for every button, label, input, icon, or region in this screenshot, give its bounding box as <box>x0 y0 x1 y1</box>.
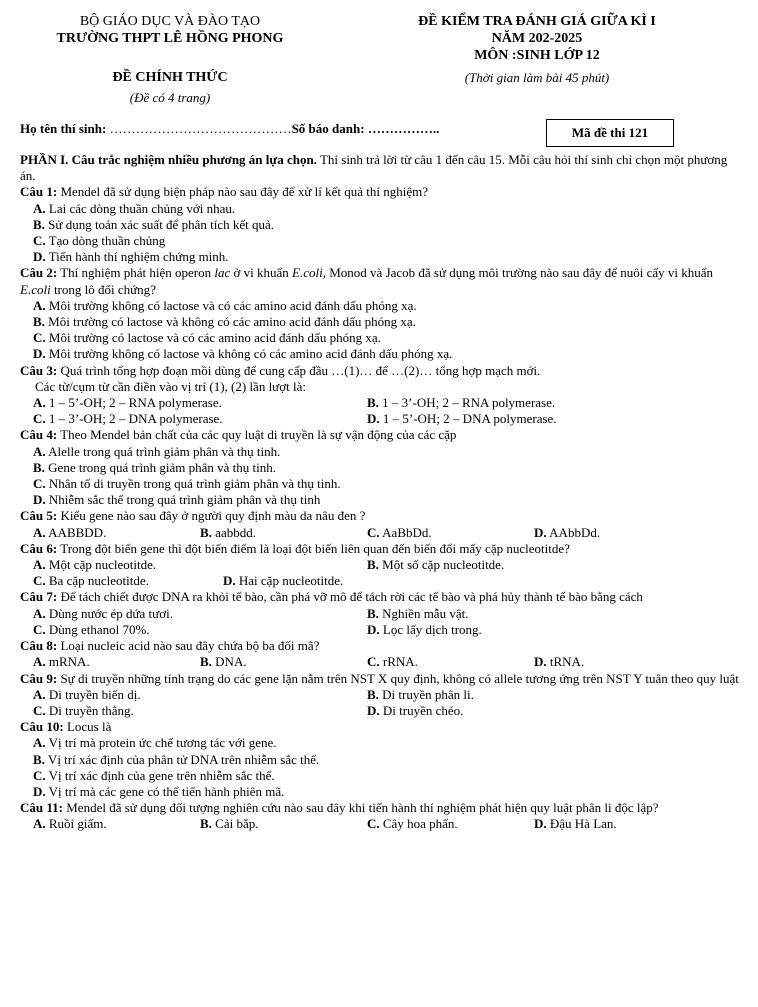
question-number: Câu 4: <box>20 427 58 443</box>
official-label: ĐỀ CHÍNH THỨC <box>112 70 228 85</box>
question-8: Câu 8: Loại nucleic acid nào sau đây chứa bộ ba đối mã? <box>20 638 320 654</box>
question-number: Câu 10: <box>20 719 64 735</box>
ministry-name: BỘ GIÁO DỤC VÀ ĐÀO TẠO <box>79 14 261 29</box>
question-number: Câu 1: <box>20 184 58 200</box>
question-2: Câu 2: Thí nghiệm phát hiện operon lac ở vi khuẩn E.coli, Monod và Jacob đã sử dụng môi trường nào sau đây để nuôi cấy vi khuẩn E.coli trong lô đối chứng? <box>20 265 714 297</box>
q4-option-a[interactable]: A. Alelle trong quá trình giảm phân và thụ tinh. <box>33 443 281 459</box>
question-number: Câu 2: <box>20 265 58 281</box>
part1-intro <box>20 152 740 184</box>
q9-option-a[interactable]: A. Di truyền biến dị. <box>33 686 141 702</box>
question-10: Câu 10: Locus là <box>20 719 112 735</box>
question-number: Câu 7: <box>20 589 58 605</box>
question-number: Câu 8: <box>20 638 58 654</box>
q5-options <box>20 525 740 541</box>
q4-option-d[interactable]: D. Nhiễm sắc thể trong quá trình giảm phân và thụ tinh <box>33 492 321 508</box>
q5-option-b[interactable]: B. aabbdd. <box>200 524 256 540</box>
q7-option-a[interactable]: A. Dùng nước ép dứa tươi. <box>33 605 173 621</box>
question-11: Câu 11: Mendel đã sử dụng đối tượng nghiên cứu nào sau đây khi tiến hành thí nghiệm phát hiện quy luật phân li độc lập? <box>20 800 659 816</box>
q2-option-d[interactable]: D. Môi trường không có lactose và không có các amino acid đánh dấu phóng xạ. <box>33 346 453 362</box>
q1-option-d[interactable]: D. Tiến hành thí nghiệm chứng minh. <box>33 249 229 265</box>
question-7: Câu 7: Để tách chiết được DNA ra khỏi tế bào, cần phá vỡ mô để tách rời các tế bào và phá hủy thành tế bào bằng cách <box>20 589 643 605</box>
q9-options-row-2 <box>20 703 740 719</box>
q8-option-b[interactable]: B. DNA. <box>200 654 247 670</box>
question-number: Câu 11: <box>20 800 63 816</box>
q6-option-c[interactable]: C. Ba cặp nucleotitde. <box>33 573 149 589</box>
q6-option-d[interactable]: D. Hai cặp nucleotitde. <box>223 573 344 589</box>
q11-option-a[interactable]: A. Ruồi giấm. <box>33 816 107 832</box>
q10-option-d[interactable]: D. Vị trí mà các gene có thể tiến hành phiên mã. <box>33 783 285 799</box>
q9-option-d[interactable]: D. Di truyền chéo. <box>367 702 464 718</box>
q7-option-c[interactable]: C. Dùng ethanol 70%. <box>33 621 150 637</box>
exam-title: ĐỀ KIỂM TRA ĐÁNH GIÁ GIỮA KÌ I <box>418 14 656 29</box>
q11-option-d[interactable]: D. Đậu Hà Lan. <box>534 816 617 832</box>
part1-instruction: Thí sinh trả lời từ câu 1 đến câu 15. Mỗi câu hỏi thí sinh chỉ chọn một phương án. <box>20 152 728 184</box>
school-name: TRƯỜNG THPT LÊ HỒNG PHONG <box>56 31 284 46</box>
q9-option-b[interactable]: B. Di truyền phân li. <box>367 686 474 702</box>
pages-note: (Đề có 4 trang) <box>129 90 211 105</box>
question-6: Câu 6: Trong đột biến gene thì đột biến điểm là loại đột biến liên quan đến biến đổi mấy cặp nucleotitde? <box>20 540 570 556</box>
q5-option-c[interactable]: C. AaBbDd. <box>367 524 432 540</box>
q11-option-c[interactable]: C. Cây hoa phấn. <box>367 816 458 832</box>
student-info-line <box>20 121 439 137</box>
subject: MÔN :SINH LỚP 12 <box>474 48 600 63</box>
q3-options-row-1 <box>20 395 740 411</box>
header-right <box>372 13 702 64</box>
part1-heading: PHẦN I. Câu trắc nghiệm nhiều phương án lựa chọn. <box>20 152 317 167</box>
time-note: (Thời gian làm bài 45 phút) <box>464 70 610 85</box>
q6-option-b[interactable]: B. Một số cặp nucleotitde. <box>367 557 505 573</box>
q2-option-a[interactable]: A. Môi trường không có lactose và có các amino acid đánh dấu phóng xạ. <box>33 297 417 313</box>
q1-option-b[interactable]: B. Sử dụng toán xác suất để phân tích kết quả. <box>33 216 274 232</box>
name-label: Họ tên thí sinh: <box>20 121 110 136</box>
q4-option-c[interactable]: C. Nhân tố di truyền trong quá trình giảm phân và thụ tinh. <box>33 476 341 492</box>
q4-option-b[interactable]: B. Gene trong quá trình giảm phân và thụ tinh. <box>33 459 276 475</box>
q5-option-d[interactable]: D. AAbbDd. <box>534 524 601 540</box>
question-number: Câu 5: <box>20 508 58 524</box>
question-1 <box>20 184 740 200</box>
id-field[interactable]: …………….. <box>367 121 440 136</box>
q3-option-a[interactable]: A. 1 – 5’-OH; 2 – RNA polymerase. <box>33 395 222 411</box>
question-number: Câu 6: <box>20 540 58 556</box>
question-text: Mendel đã sử dụng biện pháp nào sau đây để xử lí kết quả thí nghiệm? <box>57 184 428 200</box>
q10-option-b[interactable]: B. Vị trí xác định của phân tử DNA trên nhiễm sắc thể. <box>33 751 320 767</box>
q3-option-c[interactable]: C. 1 – 3’-OH; 2 – DNA polymerase. <box>33 411 223 427</box>
q3-options-row-2 <box>20 411 740 427</box>
q3-subtext: Các từ/cụm từ cần điền vào vị trí (1), (2) lần lượt là: <box>35 378 306 394</box>
q2-option-c[interactable]: C. Môi trường có lactose và có các amino acid đánh dấu phóng xạ. <box>33 330 381 346</box>
q2-option-b[interactable]: B. Môi trường có lactose và không có các amino acid đánh dấu phóng xạ. <box>33 314 416 330</box>
q8-options <box>20 654 740 670</box>
exam-code-box: Mã đề thi 121 <box>546 119 674 147</box>
q6-options-row-2 <box>20 573 740 589</box>
q9-option-c[interactable]: C. Di truyền thẳng. <box>33 702 134 718</box>
q11-options <box>20 816 740 832</box>
q7-option-b[interactable]: B. Nghiền mẫu vật. <box>367 605 469 621</box>
q7-options-row-1 <box>20 606 740 622</box>
q3-option-d[interactable]: D. 1 – 5’-OH; 2 – DNA polymerase. <box>367 411 557 427</box>
name-field[interactable]: …………………………………… <box>109 121 292 136</box>
q11-option-b[interactable]: B. Cải bắp. <box>200 816 259 832</box>
question-number: Câu 9: <box>20 670 58 686</box>
q1-option-c[interactable]: C. Tạo dòng thuần chủng <box>33 233 166 249</box>
q7-option-d[interactable]: D. Lọc lấy dịch trong. <box>367 621 482 637</box>
question-3: Câu 3: Quá trình tổng hợp đoạn mồi dùng để cung cấp đầu …(1)… để …(2)… tổng hợp mạch mới. <box>20 362 541 378</box>
question-5: Câu 5: Kiểu gene nào sau đây ở người quy định màu da nâu đen ? <box>20 508 366 524</box>
header-left <box>40 13 300 47</box>
q1-option-a[interactable]: A. Lai các dòng thuần chủng với nhau. <box>33 200 236 216</box>
q8-option-c[interactable]: C. rRNA. <box>367 654 418 670</box>
q5-option-a[interactable]: A. AABBDD. <box>33 524 107 540</box>
q9-options-row-1 <box>20 687 740 703</box>
exam-content <box>20 152 740 833</box>
q6-option-a[interactable]: A. Một cặp nucleotitde. <box>33 557 157 573</box>
school-year: NĂM 202-2025 <box>491 31 583 46</box>
q10-option-c[interactable]: C. Vị trí xác định của gene trên nhiễm sắc thể. <box>33 767 275 783</box>
q8-option-a[interactable]: A. mRNA. <box>33 654 90 670</box>
question-4: Câu 4: Theo Mendel bản chất của các quy luật di truyền là sự vận động của các cặp <box>20 427 457 443</box>
question-number: Câu 3: <box>20 362 58 378</box>
q10-option-a[interactable]: A. Vị trí mà protein ức chế tương tác với gene. <box>33 735 277 751</box>
q3-option-b[interactable]: B. 1 – 3’-OH; 2 – RNA polymerase. <box>367 395 556 411</box>
q8-option-d[interactable]: D. tRNA. <box>534 654 585 670</box>
q7-options-row-2 <box>20 622 740 638</box>
q6-options-row-1 <box>20 557 740 573</box>
question-9: Câu 9: Sự di truyền những tính trạng do các gene lặn nằm trên NST X quy định, không có allele tương ứng trên NST Y tuân theo quy luật <box>20 670 739 686</box>
id-label: Số báo danh: <box>291 121 368 136</box>
